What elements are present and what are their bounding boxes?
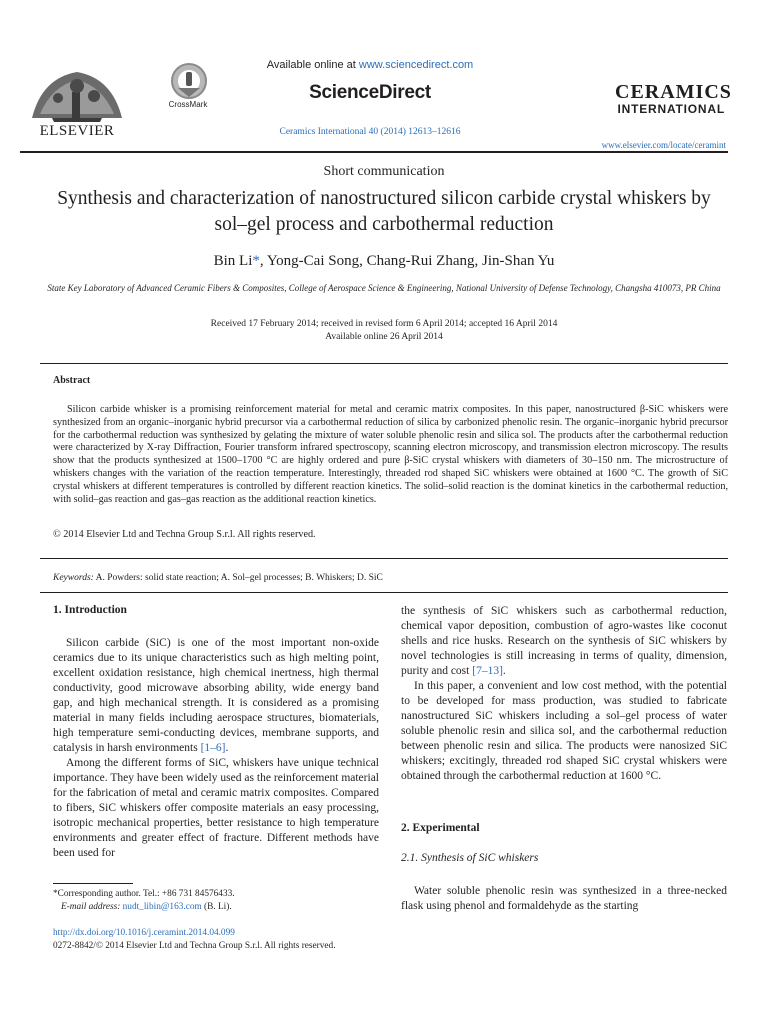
journal-citation-link[interactable]: Ceramics International 40 (2014) 12613–12616: [279, 127, 461, 137]
experimental-paragraph-1: Water soluble phenolic resin was synthesized in a three-necked flask using phenol and formaldehyde as the starting: [401, 885, 727, 912]
intro-paragraph-2: [53, 756, 379, 861]
abstract-copyright: © 2014 Elsevier Ltd and Techna Group S.r.l. All rights reserved.: [53, 529, 316, 540]
author-list: [0, 253, 768, 270]
other-authors: , Yong-Cai Song, Chang-Rui Zhang, Jin-Shan Yu: [259, 253, 555, 269]
first-author: Bin Li: [213, 253, 253, 269]
email-label: E-mail address:: [61, 902, 121, 912]
header-divider: [20, 151, 728, 153]
crossmark-icon[interactable]: [170, 62, 208, 100]
right-column: [401, 604, 727, 784]
corresponding-author-mark[interactable]: *: [252, 253, 260, 269]
section-heading-introduction: 1. Introduction: [53, 604, 127, 616]
corresponding-author-note: [53, 888, 373, 901]
journal-logo-line1: CERAMICS: [615, 81, 732, 103]
keywords-list: A. Powders: solid state reaction; A. Sol–gel processes; B. Whiskers; D. SiC: [93, 573, 383, 583]
intro-paragraph-3: [401, 604, 727, 679]
doi-link[interactable]: http://dx.doi.org/10.1016/j.ceramint.2014.04.099: [53, 928, 235, 938]
section-heading-experimental: 2. Experimental: [401, 822, 480, 834]
footnote-mark: *: [53, 889, 58, 899]
keywords-top-divider: [40, 558, 728, 559]
abstract-top-divider: [40, 363, 728, 364]
intro-paragraph-4: In this paper, a convenient and low cost method, with the potential to be developed for mass production, was studied to fabricate nanostructured SiC whiskers including a sol–gel process of water soluble phenolic resin and silica sol, and the carbothermal reduction between phenolic resin and silica. The products were nanosized SiC whiskers; excitingly, threaded rod shaped SiC crystal whiskers were obtained through the carbothermal reduction at 1600 °C.: [401, 680, 727, 782]
email-suffix: (B. Li).: [201, 902, 232, 912]
online-date: Available online 26 April 2014: [325, 332, 443, 342]
left-column: [53, 636, 379, 861]
article-dates: [0, 318, 768, 344]
issn-line: 0272-8842/© 2014 Elsevier Ltd and Techna Group S.r.l. All rights reserved.: [53, 941, 336, 951]
body-top-divider: [40, 592, 728, 593]
crossmark-label: CrossMark: [168, 100, 208, 109]
platform-logo: ScienceDirect: [309, 82, 431, 103]
footnote: [53, 888, 373, 914]
citation-link[interactable]: [1–6]: [200, 742, 226, 754]
available-prefix: Available online at: [266, 59, 359, 71]
intro-paragraph-1-end: .: [225, 742, 229, 754]
experimental-text: [401, 884, 727, 914]
sciencedirect-link[interactable]: www.sciencedirect.com: [358, 59, 474, 71]
citation-link[interactable]: [7–13]: [472, 665, 503, 677]
elsevier-tree-logo-icon: [22, 58, 132, 124]
history-dates: Received 17 February 2014; received in revised form 6 April 2014; accepted 16 April 2014: [210, 319, 558, 329]
keywords-line: [53, 573, 383, 583]
journal-logo-line2: INTERNATIONAL: [617, 102, 725, 116]
abstract-text: Silicon carbide whisker is a promising reinforcement material for metal and ceramic matrix composites. In this paper, nanostructured β-SiC whiskers were synthesized from an organic–inorganic hybrid precursor via a carbothermal reduction of silica by carbonized phenolic resin. The organic–inorganic hybrid precursor for the carbothermal reduction was synthesized by gelating the mixture of water soluble phenolic resin and silica sol. The products after the carbothermal reduction were characterized by X-ray Diffraction, Fourier transform infrared spectroscopy, scanning electron microscopy, and transmission electron microscopy. The results show that the products synthesized at 1500–1700 °C are highly ordered and pure β-SiC crystal whiskers with diameters of 30–150 nm. The microstructure of whiskers changes with the variation of the reaction temperature. Interestingly, threaded rod shaped SiC whiskers were obtained at 1600 °C. The growth of SiC crystal whiskers at different temperatures is controlled by different reaction kinetics. The solid–solid reaction is the dominat kinetics in the carbothermal reduction, with solid–gas reaction and gas–gas reaction as the additional reaction kinetics.: [53, 404, 728, 505]
available-online-line: [230, 59, 510, 71]
publisher-name: ELSEVIER: [39, 123, 115, 139]
intro-paragraph-2-text: Among the different forms of SiC, whiskers have unique technical importance. They have been widely used as the reinforcement material for the fabrication of metal and ceramic matrix composites. Compared to fibers, SiC whiskers offer composite materials an easy processing, isotropic mechanical properties, better resistance to high temperature environments and greater effect of fracture. Different methods have been used for: [53, 757, 379, 859]
corresponding-author-text: Corresponding author. Tel.: +86 731 84576433.: [57, 889, 235, 899]
affiliation: State Key Laboratory of Advanced Ceramic Fibers & Composites, College of Aerospace Science & Engineering, National University of Defense Technology, Changsha 410073, PR China: [47, 283, 721, 293]
footnote-divider: [53, 883, 133, 884]
article-title: Synthesis and characterization of nanostructured silicon carbide crystal whiskers by sol–gel process and carbothermal reduction: [57, 188, 711, 235]
intro-paragraph-3-text: the synthesis of SiC whiskers such as carbothermal reduction, chemical vapor deposition, combustion of agro-wastes like coconut shells and rice husks. Research on the synthesis of SiC whiskers by novel technologies is still increasing in terms of quality, dimension, purity and cost: [401, 605, 727, 677]
intro-paragraph-1: [53, 636, 379, 756]
abstract-heading: Abstract: [53, 375, 91, 386]
keywords-label: Keywords:: [53, 573, 94, 583]
intro-paragraph-1-text: Silicon carbide (SiC) is one of the most important non-oxide ceramics due to its unique characteristics such as high melting point, excellent oxidation resistance, high chemical inertness, high thermal conductivity, good microwave absorbing ability, wide energy band gap, and high mechanical strength. It is considered as a promising material in many fields including aerospace structures, biomaterials, high temperature semi-conducting devices, membrane supports, and catalysis in harsh environments: [53, 637, 379, 754]
journal-homepage-link[interactable]: www.elsevier.com/locate/ceramint: [601, 140, 726, 150]
intro-paragraph-3-end: .: [502, 665, 506, 677]
doi-block: [53, 927, 413, 953]
subsection-heading-synthesis: 2.1. Synthesis of SiC whiskers: [401, 852, 539, 864]
author-email-link[interactable]: nudt_libin@163.com: [122, 902, 202, 912]
article-type: Short communication: [323, 164, 445, 179]
email-line: [53, 901, 373, 914]
journal-logo: [615, 81, 732, 116]
